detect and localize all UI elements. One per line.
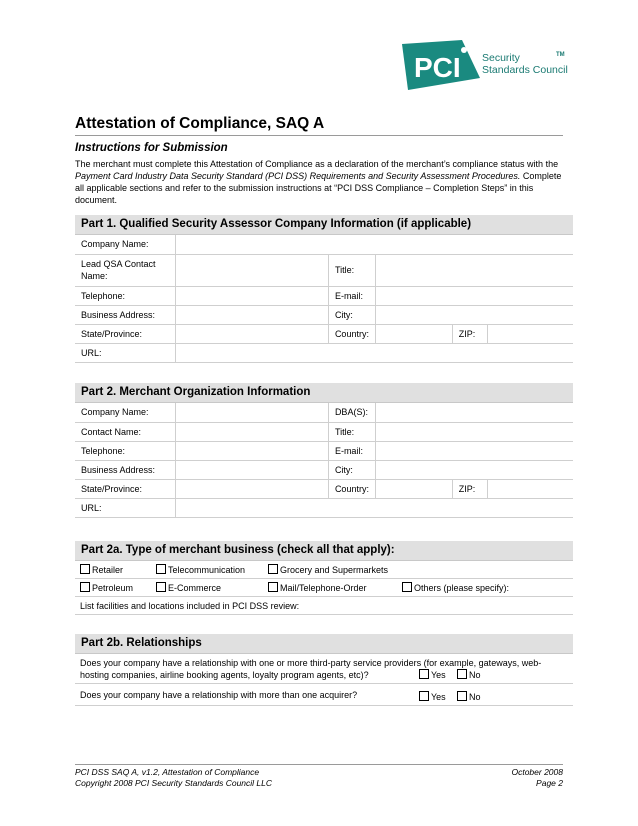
title-field[interactable] <box>375 422 573 441</box>
q1-yes-label: Yes <box>431 670 446 680</box>
label-city: City: <box>328 460 375 479</box>
label-business-address: Business Address: <box>75 305 176 324</box>
petroleum-label: Petroleum <box>92 583 134 593</box>
footer-right <box>511 767 563 789</box>
q2-no-option[interactable] <box>457 691 481 702</box>
table-row <box>75 479 573 498</box>
logo-trademark: TM <box>556 52 565 58</box>
label-title: Title: <box>328 254 375 286</box>
title-divider <box>75 135 563 136</box>
instructions-body <box>75 158 565 206</box>
part1-heading: Part 1. Qualified Security Assessor Company Information (if applicable) <box>75 215 573 235</box>
facilities-label: List facilities and locations included in PCI DSS review: <box>80 600 300 611</box>
mail-phone-checkbox[interactable] <box>268 582 278 592</box>
table-row <box>75 324 573 343</box>
email-field[interactable] <box>375 286 573 305</box>
company-name-field[interactable] <box>176 235 573 254</box>
label-url: URL: <box>75 498 176 517</box>
part1-table <box>75 235 573 363</box>
q2-no-label: No <box>469 692 481 702</box>
footer-doc-title: PCI DSS SAQ A, v1.2, Attestation of Compliance <box>75 767 260 777</box>
footer-left <box>75 767 272 789</box>
city-field[interactable] <box>375 460 573 479</box>
zip-field[interactable] <box>487 479 573 498</box>
instructions-text-1: The merchant must complete this Attestation of Compliance as a declaration of the merchant’s compliance status with the <box>75 159 559 169</box>
table-row <box>75 498 573 517</box>
title-field[interactable] <box>375 254 573 286</box>
business-address-field[interactable] <box>176 305 329 324</box>
table-row <box>75 286 573 305</box>
instructions-heading: Instructions for Submission <box>75 142 228 154</box>
part2b-section <box>75 634 573 706</box>
label-dba: DBA(S): <box>328 403 375 422</box>
label-lead-qsa: Lead QSA Contact Name: <box>75 254 176 286</box>
label-city: City: <box>328 305 375 324</box>
page-title: Attestation of Compliance, SAQ A <box>75 115 325 132</box>
mail-phone-label: Mail/Telephone-Order <box>280 583 367 593</box>
city-field[interactable] <box>375 305 573 324</box>
email-field[interactable] <box>375 441 573 460</box>
part2-heading: Part 2. Merchant Organization Information <box>75 383 573 403</box>
q2-yes-label: Yes <box>431 692 446 702</box>
pci-logo-mark-icon <box>402 40 480 90</box>
instructions-italic: Payment Card Industry Data Security Standard (PCI DSS) Requirements and Security Assessment Procedures. <box>75 171 521 181</box>
telephone-field[interactable] <box>176 286 329 305</box>
part2-table <box>75 403 573 518</box>
others-option[interactable] <box>402 582 509 593</box>
label-title: Title: <box>328 422 375 441</box>
footer-page-number: Page 2 <box>536 778 563 788</box>
part2a-heading: Part 2a. Type of merchant business (check all that apply): <box>75 541 573 561</box>
q1-no-label: No <box>469 670 481 680</box>
label-zip: ZIP: <box>452 479 487 498</box>
mail-phone-option[interactable] <box>268 582 367 593</box>
q2-yes-checkbox[interactable] <box>419 691 429 701</box>
label-contact-name: Contact Name: <box>75 422 176 441</box>
retailer-label: Retailer <box>92 565 124 575</box>
table-row <box>75 343 573 362</box>
label-telephone: Telephone: <box>75 286 176 305</box>
grocery-label: Grocery and Supermarkets <box>280 565 389 575</box>
zip-field[interactable] <box>487 324 573 343</box>
label-email: E-mail: <box>328 286 375 305</box>
table-row <box>75 235 573 254</box>
label-url: URL: <box>75 343 176 362</box>
label-state: State/Province: <box>75 324 176 343</box>
retailer-option[interactable] <box>80 564 123 575</box>
telecom-option[interactable] <box>156 564 245 575</box>
label-company-name: Company Name: <box>75 403 176 422</box>
q2-no-checkbox[interactable] <box>457 691 467 701</box>
facilities-row <box>75 597 573 615</box>
table-row <box>75 422 573 441</box>
label-country: Country: <box>328 479 375 498</box>
label-zip: ZIP: <box>452 324 487 343</box>
label-state: State/Province: <box>75 479 176 498</box>
logo-line-2: Standards Council <box>482 64 568 76</box>
state-field[interactable] <box>176 324 329 343</box>
country-field[interactable] <box>375 324 452 343</box>
grocery-option[interactable] <box>268 564 388 575</box>
telephone-field[interactable] <box>176 441 329 460</box>
table-row <box>75 254 573 286</box>
footer-divider <box>75 764 563 765</box>
svg-text:PCI: PCI <box>414 52 461 83</box>
url-field[interactable] <box>176 343 573 362</box>
business-address-field[interactable] <box>176 460 329 479</box>
ecommerce-checkbox[interactable] <box>156 582 166 592</box>
q1-yes-checkbox[interactable] <box>419 669 429 679</box>
table-row <box>75 403 573 422</box>
part2-section <box>75 383 573 518</box>
relationship-question-1 <box>75 654 573 684</box>
ecommerce-option[interactable] <box>156 582 221 593</box>
footer-copyright: Copyright 2008 PCI Security Standards Council LLC <box>75 778 273 788</box>
q1-no-checkbox[interactable] <box>457 669 467 679</box>
instructions-text-2: Complete all applicable sections and refer to the submission instructions at “PCI DSS Compliance – Completion Steps” in this document. <box>75 171 562 205</box>
grocery-checkbox[interactable] <box>268 564 278 574</box>
label-business-address: Business Address: <box>75 460 176 479</box>
retailer-checkbox[interactable] <box>80 564 90 574</box>
telecom-label: Telecommunication <box>168 565 246 575</box>
dba-field[interactable] <box>375 403 573 422</box>
part2a-section <box>75 541 573 617</box>
ecommerce-label: E-Commerce <box>168 583 222 593</box>
table-row <box>75 305 573 324</box>
relationship-question-2 <box>75 684 573 706</box>
petroleum-checkbox[interactable] <box>80 582 90 592</box>
q1-no-option[interactable] <box>457 669 481 680</box>
q1-text-line-1: Does your company have a relationship with one or more third-party service providers (for example, gateways, web- <box>80 658 542 668</box>
q2-yes-option[interactable] <box>419 691 446 702</box>
contact-name-field[interactable] <box>176 422 329 441</box>
table-row <box>75 460 573 479</box>
others-checkbox[interactable] <box>402 582 412 592</box>
others-label: Others (please specify): <box>414 583 510 593</box>
part1-section <box>75 215 573 363</box>
part2b-heading: Part 2b. Relationships <box>75 634 573 654</box>
petroleum-option[interactable] <box>80 582 133 593</box>
table-row <box>75 441 573 460</box>
label-email: E-mail: <box>328 441 375 460</box>
company-name-field[interactable] <box>176 403 329 422</box>
state-field[interactable] <box>176 479 329 498</box>
q2-text: Does your company have a relationship with more than one acquirer? <box>80 689 358 700</box>
q1-yes-option[interactable] <box>419 669 446 680</box>
label-country: Country: <box>328 324 375 343</box>
logo-text <box>482 52 568 76</box>
logo-line-1: Security <box>482 52 520 64</box>
country-field[interactable] <box>375 479 452 498</box>
label-company-name: Company Name: <box>75 235 176 254</box>
lead-qsa-field[interactable] <box>176 254 329 286</box>
label-telephone: Telephone: <box>75 441 176 460</box>
telecom-checkbox[interactable] <box>156 564 166 574</box>
url-field[interactable] <box>176 498 573 517</box>
q1-text-line-2: hosting companies, airline booking agents, loyalty program agents, etc)? <box>80 670 369 680</box>
footer-date: October 2008 <box>511 767 563 777</box>
pci-logo <box>402 40 572 92</box>
